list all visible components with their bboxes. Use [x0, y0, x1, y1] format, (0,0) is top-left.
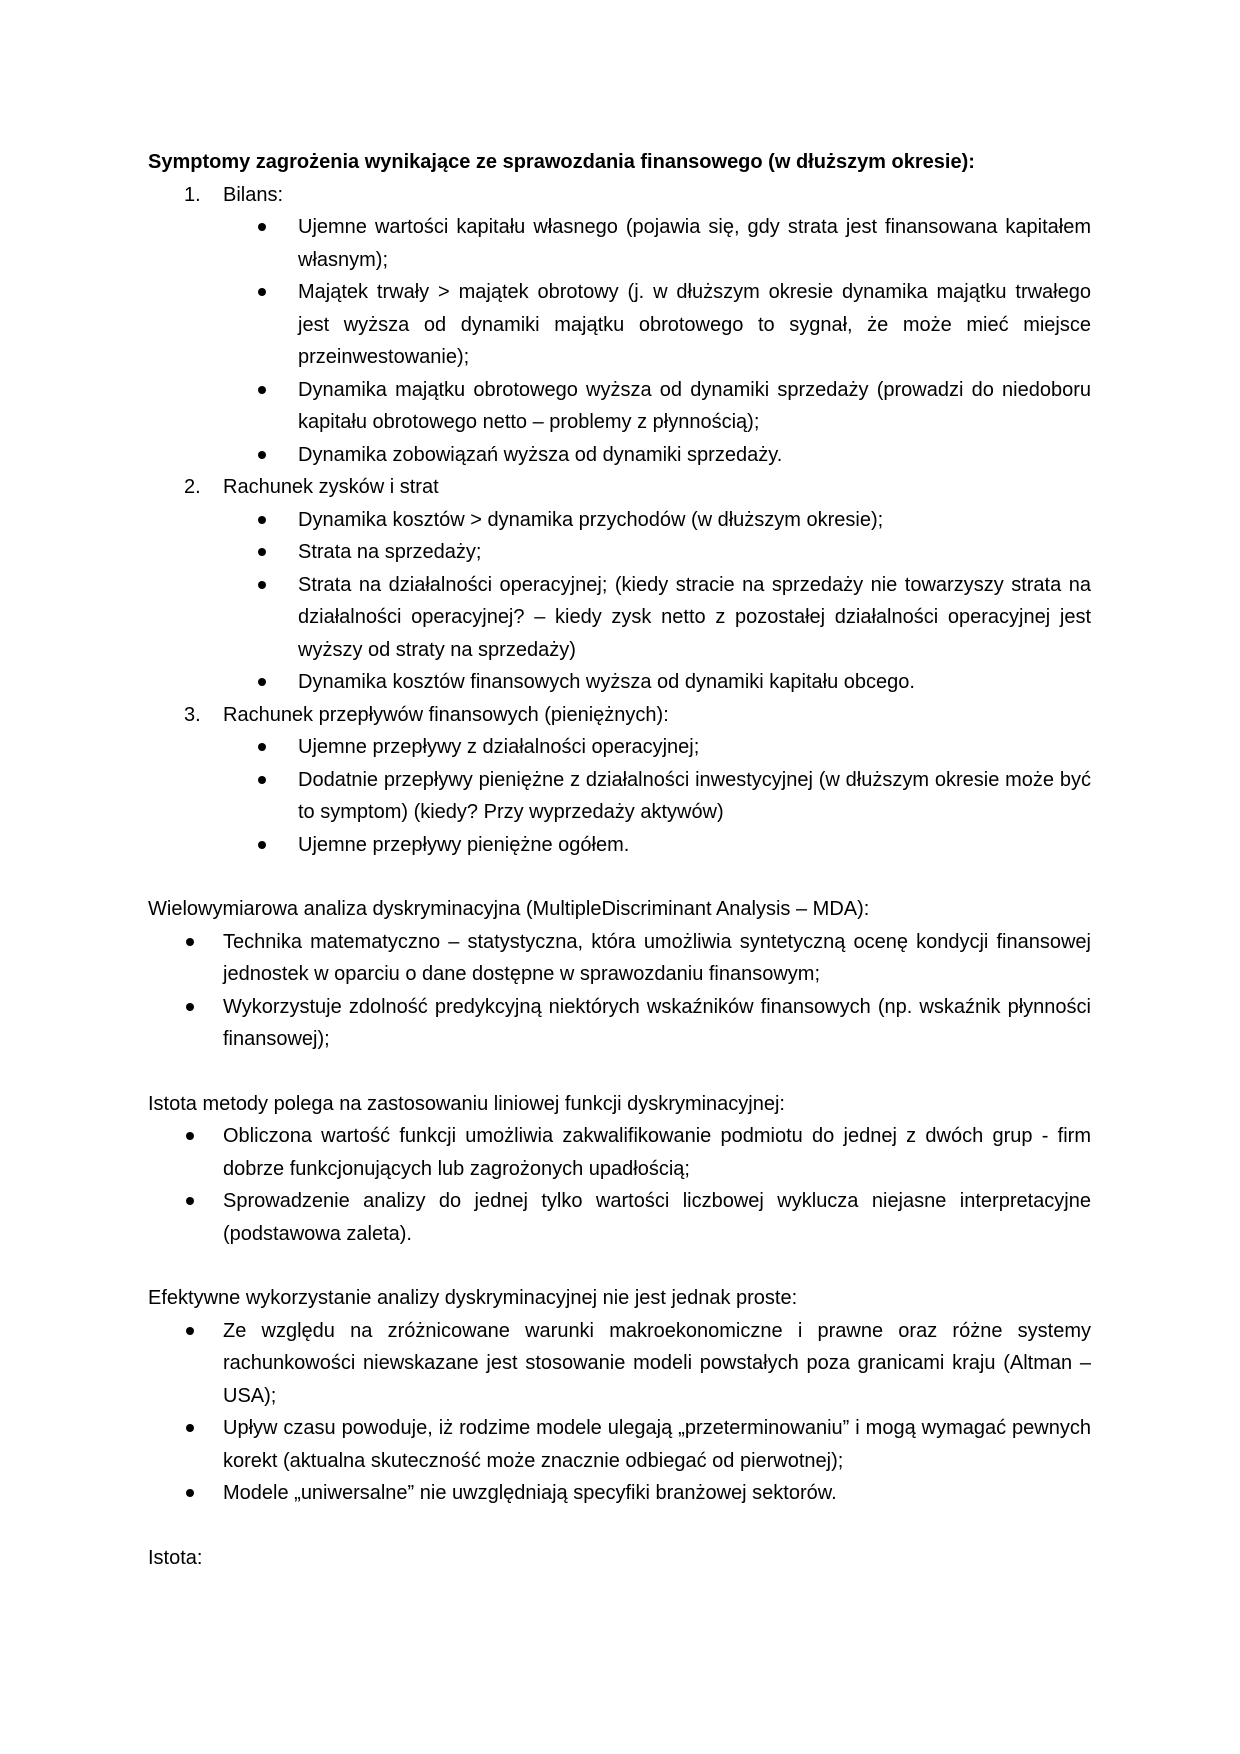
spacer — [148, 1510, 1091, 1542]
spacer — [148, 1250, 1091, 1282]
item-number: 3. — [184, 703, 201, 726]
item-title: Bilans: — [223, 183, 284, 206]
method-heading: Istota metody polega na zastosowaniu liniowej funkcji dyskryminacyjnej: — [148, 1092, 785, 1115]
list-item: Strata na sprzedaży; — [223, 536, 1091, 569]
page-title: Symptomy zagrożenia wynikające ze sprawozdania finansowego (w dłuższym okresie): — [148, 151, 975, 173]
list-item: Ujemne wartości kapitału własnego (pojawia się, gdy strata jest finansowana kapitałem własnym); — [223, 211, 1091, 276]
spacer — [148, 861, 1091, 893]
item-title: Rachunek zysków i strat — [223, 476, 439, 498]
list-item: Technika matematyczno – statystyczna, która umożliwia syntetyczną ocenę kondycji finansowej jednostek w oparciu o dane dostępne w sprawozdaniu finansowym; — [148, 926, 1091, 991]
mda-bullet-list — [148, 926, 1091, 1056]
item-number: 1. — [184, 183, 201, 206]
bilans-bullet-list — [223, 211, 1091, 471]
list-item: Majątek trwały > majątek obrotowy (j. w dłuższym okresie dynamika majątku trwałego jest wyższa od dynamiki majątku obrotowego to sygnał, że może mieć miejsce przeinwestowanie); — [223, 276, 1091, 374]
list-item: Ujemne przepływy z działalności operacyjnej; — [223, 731, 1091, 764]
item-number: 2. — [184, 476, 201, 498]
numbered-item-bilans — [148, 179, 1091, 472]
rzis-bullet-list — [223, 504, 1091, 699]
list-item: Dynamika zobowiązań wyższa od dynamiki sprzedaży. — [223, 439, 1091, 472]
list-item: Dynamika kosztów finansowych wyższa od dynamiki kapitału obcego. — [223, 666, 1091, 699]
list-item: Ze względu na zróżnicowane warunki makroekonomiczne i prawne oraz różne systemy rachunkowości niewskazane jest stosowanie modeli powstałych poza granicami kraju (Altman –USA); — [148, 1315, 1091, 1413]
list-item: Wykorzystuje zdolność predykcyjną niektórych wskaźników finansowych (np. wskaźnik płynności finansowej); — [148, 991, 1091, 1056]
list-item: Dynamika kosztów > dynamika przychodów (w dłuższym okresie); — [223, 504, 1091, 537]
list-item: Dynamika majątku obrotowego wyższa od dynamiki sprzedaży (prowadzi do niedoboru kapitału obrotowego netto – problemy z płynnością); — [223, 374, 1091, 439]
list-item: Ujemne przepływy pieniężne ogółem. — [223, 829, 1091, 862]
cashflow-bullet-list — [223, 731, 1091, 861]
list-item: Sprowadzenie analizy do jednej tylko wartości liczbowej wyklucza niejasne interpretacyjne (podstawowa zaleta). — [148, 1185, 1091, 1250]
effective-heading: Efektywne wykorzystanie analizy dyskryminacyjnej nie jest jednak proste: — [148, 1287, 798, 1309]
numbered-item-przeplywy — [148, 699, 1091, 862]
item-title: Rachunek przepływów finansowych (pieniężnych): — [223, 703, 669, 726]
istota-heading: Istota: — [148, 1546, 203, 1569]
spacer — [148, 1056, 1091, 1088]
list-item: Dodatnie przepływy pieniężne z działalności inwestycyjnej (w dłuższym okresie może być to symptom) (kiedy? Przy wyprzedaży aktywów) — [223, 764, 1091, 829]
list-item: Obliczona wartość funkcji umożliwia zakwalifikowanie podmiotu do jednej z dwóch grup - firm dobrze funkcjonujących lub zagrożonych upadłością; — [148, 1120, 1091, 1185]
mda-heading: Wielowymiarowa analiza dyskryminacyjna (MultipleDiscriminant Analysis – MDA): — [148, 898, 870, 920]
list-item: Strata na działalności operacyjnej; (kiedy stracie na sprzedaży nie towarzyszy strata na działalności operacyjnej? – kiedy zysk netto z pozostałej działalności operacyjnej jest wyższy od straty na sprzedaży) — [223, 569, 1091, 667]
document-body — [148, 146, 1091, 1574]
method-bullet-list — [148, 1120, 1091, 1250]
numbered-item-rachunek-zyskow — [148, 471, 1091, 699]
effective-bullet-list — [148, 1315, 1091, 1510]
list-item: Modele „uniwersalne” nie uwzględniają specyfiki branżowej sektorów. — [148, 1477, 1091, 1510]
list-item: Upływ czasu powoduje, iż rodzime modele ulegają „przeterminowaniu” i mogą wymagać pewnych korekt (aktualna skuteczność może znacznie odbiegać od pierwotnej); — [148, 1412, 1091, 1477]
